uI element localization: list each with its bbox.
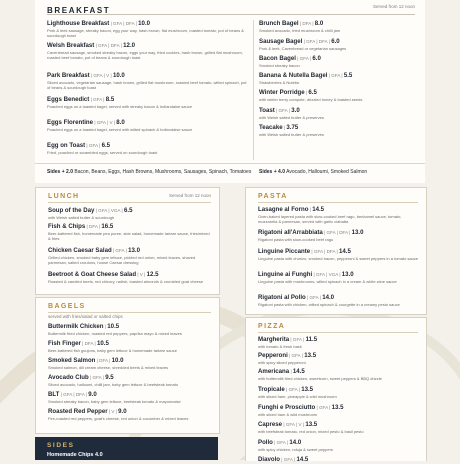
- menu-item: [47, 72, 247, 90]
- breakfast-card: [35, 0, 425, 183]
- item-desc: Grilled chicken, smoked baby gem lettuce, pickled red onion, mixed leaves, shaved parmesan, salted croutons, house Caesar dressing: [48, 254, 196, 265]
- item-price: 13.0: [351, 229, 364, 236]
- menu-item: [258, 439, 420, 452]
- item-price: 9.5: [105, 374, 114, 381]
- item-name: Linguine ai Funghi: [258, 271, 313, 278]
- item-price: 10.5: [107, 323, 120, 330]
- menu-item: [258, 368, 420, 381]
- item-tags: | GFA |: [289, 337, 306, 342]
- item-price: 13.0: [341, 271, 354, 278]
- item-name: Pepperoni: [258, 352, 288, 359]
- item-price: 8.0: [116, 119, 125, 126]
- item-tags: | GFA |: [284, 387, 302, 392]
- item-desc: with sliced ham, pineapple & wild mushroom: [258, 393, 337, 399]
- menu-item: [258, 421, 420, 434]
- item-desc: Pork & leek sausage, streaky bacon, egg your way, hash brown, flat mushroom, roasted tomato, pot of beans & sourdough toast: [47, 27, 244, 38]
- item-price: 10.0: [138, 20, 151, 27]
- lunch-card: [35, 187, 220, 295]
- item-price: 10.0: [112, 72, 125, 79]
- item-tags: | GFA | DFA |: [322, 230, 352, 235]
- item-name: Lighthouse Breakfast: [47, 20, 110, 27]
- item-tags: | V |: [136, 272, 147, 277]
- item-tags: |: [103, 324, 108, 329]
- item-tags: | GFA |: [272, 440, 290, 445]
- menu-item: [48, 207, 213, 220]
- item-tags: | DFA |: [95, 358, 112, 363]
- item-desc: Poached eggs on a toasted bagel, served with wilted spinach & hollandaise sauce: [47, 126, 193, 132]
- item-desc: Pork & leek, Cavenbread or vegetarian sausages: [259, 45, 347, 51]
- item-tags: | GFA | V |: [89, 73, 113, 78]
- menu-item: [47, 42, 247, 60]
- menu-item: [47, 96, 247, 109]
- item-price: 10.0: [111, 357, 124, 364]
- menu-item: [48, 223, 213, 241]
- item-name: Winter Porridge: [259, 89, 305, 96]
- menu-item: [48, 408, 213, 421]
- item-desc: Beer-battered fish goujons, baby gem lettuce & homemade tartare sauce: [48, 347, 177, 353]
- item-price: 14.5: [296, 456, 309, 463]
- item-desc: Poached eggs on a toasted bagel, served with streaky bacon & hollandaise sauce: [47, 103, 192, 109]
- item-price: 13.5: [301, 386, 314, 393]
- menu-item: [259, 72, 419, 85]
- pasta-rule: [258, 202, 418, 203]
- menu-item: [259, 89, 419, 102]
- sides-price: + 2.0: [61, 169, 73, 175]
- sides-title: SIDES: [47, 442, 75, 449]
- sides-first-item: Homemade Chips 4.0: [47, 452, 103, 458]
- item-name: Caprese: [258, 421, 283, 428]
- menu-item: [259, 107, 419, 120]
- item-name: Beetroot & Goat Cheese Salad: [48, 271, 137, 278]
- item-desc: Smoked streaky bacon: [259, 62, 300, 68]
- menu-item: [48, 374, 213, 387]
- item-tags: | GFA |: [85, 143, 102, 148]
- menu-item: [259, 55, 419, 68]
- item-price: 14.0: [289, 439, 302, 446]
- item-tags: | V |: [107, 409, 119, 414]
- item-tags: | DFA |: [298, 21, 315, 26]
- item-desc: Sliced avocado, halloumi, chilli jam, baby gem lettuce & beefsteak tomato: [48, 381, 179, 387]
- item-desc: Buttermilk fried chicken, roasted red peppers, paprika mayo & mixed leaves: [48, 330, 182, 336]
- item-price: 14.5: [292, 368, 305, 375]
- item-tags: | GFA | DFA |: [109, 21, 139, 26]
- menu-item: [47, 142, 247, 155]
- item-price: 9.0: [118, 408, 127, 415]
- pizza-card: [245, 317, 427, 461]
- menu-item: [259, 124, 419, 137]
- item-price: 3.0: [291, 107, 300, 114]
- item-tags: | GFA | VGA |: [312, 272, 342, 277]
- bagels-title: BAGELS: [48, 303, 86, 310]
- item-price: 8.0: [314, 20, 324, 27]
- sides-section: [35, 437, 218, 460]
- item-price: 13.5: [305, 421, 318, 428]
- item-price: 8.5: [105, 96, 115, 103]
- item-name: Eggs Florentine: [47, 119, 94, 126]
- item-name: Lasagne al Forno: [258, 206, 309, 213]
- bagels-card: [35, 297, 220, 434]
- breakfast-sides-row: [35, 163, 425, 180]
- item-tags: | GFA |: [274, 108, 292, 113]
- menu-item: [258, 248, 420, 261]
- item-desc: Linguine pasta with mushrooms, wilted spinach in a cream & white wine sauce: [258, 278, 397, 284]
- item-tags: | DFA |: [80, 341, 98, 346]
- breakfast-rule: [47, 14, 415, 15]
- item-price: 3.75: [286, 124, 299, 131]
- item-desc: Smoked avocado, fried mushroom & chilli jam: [259, 27, 341, 33]
- item-tags: | GFA |: [280, 457, 297, 462]
- item-tags: | GFA | DFA |: [94, 43, 124, 48]
- item-name: Fish Finger: [48, 340, 81, 347]
- item-price: 5.5: [343, 72, 353, 79]
- item-desc: Fried, poached or scrambled eggs, served on sourdough toast: [47, 149, 158, 155]
- menu-item: [48, 340, 213, 353]
- menu-item: [258, 336, 420, 349]
- item-name: BLT: [48, 391, 60, 398]
- menu-item: [258, 404, 420, 417]
- item-name: Welsh Breakfast: [47, 42, 95, 49]
- item-desc: with beefsteak tomato, red onion, mixed pesto & basil pesto: [258, 428, 364, 434]
- item-name: Margherita: [258, 336, 290, 343]
- item-desc: Cavenbread sausage, smoked streaky bacon, eggs your way, fried cockles, hash brown, grilled flat mushroom, roasted beef tomato, pot of beans & sourdough toast: [47, 49, 243, 60]
- item-name: Funghi e Prosciutto: [258, 404, 316, 411]
- sides-price: + 4.0: [273, 169, 285, 175]
- item-price: 10.5: [97, 340, 109, 347]
- item-name: Bacon Bagel: [259, 55, 296, 62]
- item-tags: | GFA | DFA |: [59, 392, 89, 397]
- bagels-rule: [48, 312, 211, 313]
- sides-text: Bacon, Beans, Eggs, Hash Browns, Mushrooms, Sausages, Spinach, Tomatoes: [74, 169, 252, 175]
- item-name: Park Breakfast: [47, 72, 90, 79]
- menu-item: [47, 20, 247, 38]
- item-desc: Fire-roasted red peppers, goat's cheese, red onion & cucumber & mixed leaves: [48, 415, 189, 421]
- item-tags: | GFA |: [315, 405, 332, 410]
- item-tags: |: [308, 207, 313, 212]
- item-tags: | GFA | DFA |: [310, 249, 340, 254]
- item-name: Soup of the Day: [48, 207, 95, 214]
- item-desc: Roasted & candied beets, red chicory, radish, toasted almonds & crumbled goat cheese: [48, 278, 204, 284]
- item-name: Diavolo: [258, 456, 281, 463]
- item-name: Teacake: [259, 124, 283, 131]
- item-desc: with Welsh salted butter & preserves: [259, 114, 324, 120]
- lunch-title: LUNCH: [48, 193, 80, 200]
- menu-item: [258, 206, 420, 224]
- bagels-subtitle: served with fries/salad or salted chips: [48, 314, 123, 319]
- item-name: Brunch Bagel: [259, 20, 299, 27]
- menu-item: [258, 229, 420, 242]
- item-name: Banana & Nutella Bagel: [259, 72, 328, 79]
- item-desc: Rigatoni pasta with chicken, wilted spinach & courgette in a creamy pesto sauce: [258, 301, 400, 307]
- sides-text: Avocado, Halloumi, Smoked Salmon: [286, 169, 368, 175]
- item-name: Linguine Piccante: [258, 248, 311, 255]
- column-divider: [253, 20, 254, 160]
- item-desc: with sliced ham & wild mushroom: [258, 411, 318, 417]
- item-tags: | GFA |: [295, 56, 313, 61]
- pasta-card: [245, 187, 427, 315]
- item-price: 13.5: [331, 404, 344, 411]
- item-name: Chicken Caesar Salad: [48, 247, 112, 254]
- lunch-served: Served from 12 noon: [168, 193, 211, 198]
- item-desc: with tomato & fresh basil: [258, 343, 302, 349]
- item-tags: | GFA |: [305, 295, 323, 300]
- pizza-title: PIZZA: [258, 323, 286, 330]
- item-name: Pollo: [258, 439, 273, 446]
- item-tags: | GFA | V |: [93, 120, 117, 125]
- item-desc: Beer-battered fish, homemade pea puree, side salad, homemade tartare sauce, fries/mixed & fries: [48, 230, 210, 241]
- item-price: 13.0: [128, 247, 140, 254]
- item-desc: with winter berry compote, drizzled honey & toasted seeds: [259, 96, 363, 102]
- item-desc: Rigatoni pasta with slow-cooked beef ragu: [258, 236, 334, 242]
- menu-item: [258, 271, 420, 284]
- breakfast-served: Served from 12 noon: [372, 4, 415, 9]
- item-tags: | GFA |: [111, 248, 129, 253]
- sides-label: Sides: [47, 169, 61, 175]
- menu-item: [259, 38, 419, 51]
- pasta-title: PASTA: [258, 193, 288, 200]
- item-desc: with buttermilk fried chicken, sweetcorn, sweet peppers & BBQ drizzle: [258, 375, 382, 381]
- item-tags: | GFA |: [88, 375, 106, 380]
- item-price: 11.5: [305, 336, 318, 343]
- item-tags: |: [282, 125, 287, 130]
- menu-item: [48, 391, 213, 404]
- item-tags: |: [304, 90, 309, 95]
- item-desc: with spicy sliced pepperoni: [258, 359, 306, 365]
- item-tags: | GFA |: [287, 353, 305, 358]
- item-price: 12.5: [146, 271, 159, 278]
- item-name: Sausage Bagel: [259, 38, 303, 45]
- item-price: 16.5: [101, 223, 114, 230]
- item-desc: Oven-baked layered pasta with slow-cooked beef ragu, bechamel sauce, tomato, mozzarella & parmesan, served with garlic ciabatta: [258, 213, 402, 224]
- item-desc: with Welsh salted butter & sourdough: [48, 214, 115, 220]
- menu-item: [258, 352, 420, 365]
- item-price: 14.0: [322, 294, 335, 301]
- menu-item: [258, 386, 420, 399]
- sides-right: [259, 169, 367, 175]
- item-desc: Sliced avocado, vegetarian sausage, hash brown, grilled flat mushroom, roasted beef tomato, wilted spinach, pot of beans & sourdough toast: [47, 79, 247, 90]
- item-tags: | GFA |: [89, 97, 106, 102]
- item-name: Americana: [258, 368, 290, 375]
- item-desc: Smoked salmon, dill cream cheese, shredded beets & mixed leaves: [48, 364, 169, 370]
- item-price: 13.5: [304, 352, 317, 359]
- item-tags: |: [289, 369, 293, 374]
- item-name: Eggs Benedict: [47, 96, 90, 103]
- item-name: Rigatoni all'Arrabbiata: [258, 229, 323, 236]
- item-price: 6.5: [124, 207, 133, 214]
- menu-item: [48, 357, 213, 370]
- sides-label: Sides: [259, 169, 273, 175]
- item-name: Roasted Red Pepper: [48, 408, 108, 415]
- item-desc: with spicy chicken, nduja & sweet peppers: [258, 446, 333, 452]
- item-price: 9.0: [88, 391, 97, 398]
- menu-item: [259, 20, 419, 33]
- item-price: 14.5: [339, 248, 351, 255]
- item-price: 6.5: [308, 89, 317, 96]
- item-name: Fish & Chips: [48, 223, 86, 230]
- item-desc: with Welsh salted butter & preserves: [259, 131, 324, 137]
- item-price: 14.5: [312, 206, 325, 213]
- item-tags: | GFA | VGA |: [94, 208, 125, 213]
- breakfast-title: BREAKFAST: [47, 5, 111, 15]
- item-name: Buttermilk Chicken: [48, 323, 104, 330]
- item-name: Smoked Salmon: [48, 357, 96, 364]
- item-price: 12.0: [123, 42, 136, 49]
- item-name: Rigatoni al Pollo: [258, 294, 306, 301]
- item-desc: Strawberries & Nutella: [259, 79, 299, 85]
- item-desc: Smoked streaky bacon, baby gem lettuce, beefsteak tomato & mayonnaise: [48, 398, 181, 404]
- item-name: Toast: [259, 107, 275, 114]
- pizza-rule: [258, 332, 418, 333]
- item-name: Egg on Toast: [47, 142, 86, 149]
- menu-item: [258, 294, 420, 307]
- item-tags: | DFA |: [85, 224, 102, 229]
- menu-item: [48, 323, 213, 336]
- menu-item: [47, 119, 247, 132]
- item-name: Avocado Club: [48, 374, 89, 381]
- lunch-rule: [48, 202, 211, 203]
- item-tags: | GFA | V |: [282, 422, 306, 427]
- item-price: 6.5: [101, 142, 111, 149]
- menu-item: [48, 247, 213, 265]
- item-price: 6.0: [312, 55, 321, 62]
- item-tags: | GFA |: [327, 73, 344, 78]
- item-price: 6.0: [331, 38, 340, 45]
- menu-item: [48, 271, 213, 284]
- item-tags: | GFA | DFA |: [302, 39, 332, 44]
- item-desc: Linguine pasta with chorizo, smoked bacon, pepperoni & sweet peppers in a tomato sauce: [258, 255, 419, 261]
- item-name: Tropicale: [258, 386, 285, 393]
- sides-left: [47, 169, 251, 175]
